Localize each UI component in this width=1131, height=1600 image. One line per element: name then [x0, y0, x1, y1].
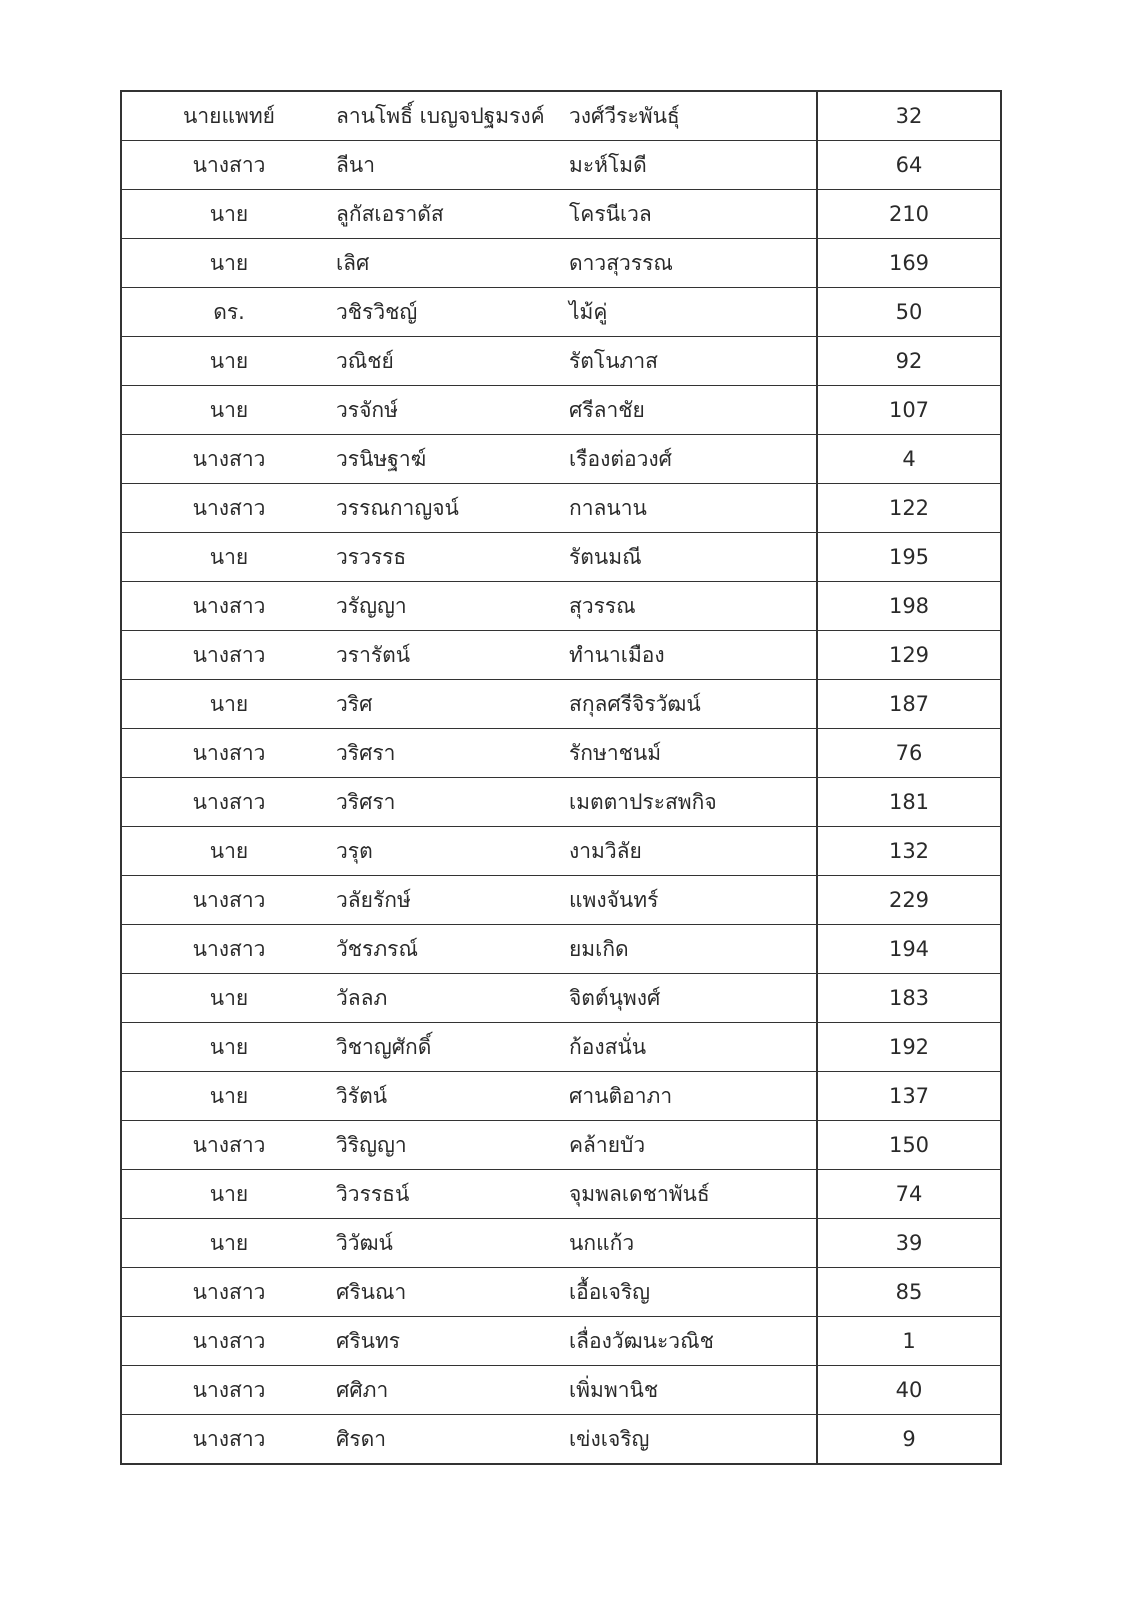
- table-row: [121, 435, 1001, 484]
- first-name-cell: วณิชย์: [336, 337, 569, 386]
- title-cell: นางสาว: [121, 631, 336, 680]
- first-name-cell: วิวัฒน์: [336, 1219, 569, 1268]
- number-cell: 40: [817, 1366, 1001, 1415]
- number-cell: 1: [817, 1317, 1001, 1366]
- table-row: [121, 1170, 1001, 1219]
- first-name-cell: ศศิภา: [336, 1366, 569, 1415]
- table-row: [121, 1366, 1001, 1415]
- first-name-cell: วริศ: [336, 680, 569, 729]
- first-name-cell: วลัยรักษ์: [336, 876, 569, 925]
- table-row: [121, 925, 1001, 974]
- number-cell: 210: [817, 190, 1001, 239]
- first-name-cell: วิชาญศักดิ์: [336, 1023, 569, 1072]
- table-row: [121, 1268, 1001, 1317]
- last-name-cell: เอื้อเจริญ: [569, 1268, 817, 1317]
- last-name-cell: ทำนาเมือง: [569, 631, 817, 680]
- number-cell: 229: [817, 876, 1001, 925]
- number-cell: 50: [817, 288, 1001, 337]
- last-name-cell: สุวรรณ: [569, 582, 817, 631]
- first-name-cell: วริศรา: [336, 729, 569, 778]
- table-row: [121, 1317, 1001, 1366]
- number-cell: 137: [817, 1072, 1001, 1121]
- title-cell: นาย: [121, 974, 336, 1023]
- table-row: [121, 1072, 1001, 1121]
- number-cell: 129: [817, 631, 1001, 680]
- number-cell: 64: [817, 141, 1001, 190]
- last-name-cell: สกุลศรีจิรวัฒน์: [569, 680, 817, 729]
- table-row: [121, 729, 1001, 778]
- last-name-cell: จุมพลเดชาพันธ์: [569, 1170, 817, 1219]
- table-row: [121, 631, 1001, 680]
- table-row: [121, 680, 1001, 729]
- last-name-cell: รัตโนภาส: [569, 337, 817, 386]
- first-name-cell: วรนิษฐาฆ์: [336, 435, 569, 484]
- last-name-cell: จิตต์นุพงศ์: [569, 974, 817, 1023]
- table-row: [121, 1415, 1001, 1465]
- roster-page: [120, 90, 1002, 1465]
- table-row: [121, 141, 1001, 190]
- table-row: [121, 876, 1001, 925]
- title-cell: นาย: [121, 1023, 336, 1072]
- first-name-cell: วิวรรธน์: [336, 1170, 569, 1219]
- title-cell: นางสาว: [121, 1268, 336, 1317]
- number-cell: 169: [817, 239, 1001, 288]
- first-name-cell: วิรัตน์: [336, 1072, 569, 1121]
- table-row: [121, 386, 1001, 435]
- first-name-cell: ลูกัสเอราดัส: [336, 190, 569, 239]
- table-row: [121, 827, 1001, 876]
- last-name-cell: เรืองต่อวงศ์: [569, 435, 817, 484]
- last-name-cell: เมตตาประสพกิจ: [569, 778, 817, 827]
- last-name-cell: มะห์โมดี: [569, 141, 817, 190]
- first-name-cell: เลิศ: [336, 239, 569, 288]
- title-cell: นางสาว: [121, 1317, 336, 1366]
- roster-table-body: [121, 91, 1001, 1464]
- last-name-cell: ก้องสนั่น: [569, 1023, 817, 1072]
- number-cell: 150: [817, 1121, 1001, 1170]
- last-name-cell: โครนีเวล: [569, 190, 817, 239]
- title-cell: นางสาว: [121, 876, 336, 925]
- first-name-cell: วรรณกาญจน์: [336, 484, 569, 533]
- number-cell: 181: [817, 778, 1001, 827]
- title-cell: นาย: [121, 1219, 336, 1268]
- table-row: [121, 582, 1001, 631]
- first-name-cell: วิริญญา: [336, 1121, 569, 1170]
- table-row: [121, 288, 1001, 337]
- title-cell: นาย: [121, 533, 336, 582]
- last-name-cell: นกแก้ว: [569, 1219, 817, 1268]
- number-cell: 183: [817, 974, 1001, 1023]
- table-row: [121, 533, 1001, 582]
- last-name-cell: ไม้คู่: [569, 288, 817, 337]
- first-name-cell: วชิรวิชญ์: [336, 288, 569, 337]
- table-row: [121, 91, 1001, 141]
- table-row: [121, 1219, 1001, 1268]
- table-row: [121, 190, 1001, 239]
- first-name-cell: วรุต: [336, 827, 569, 876]
- title-cell: นาย: [121, 1170, 336, 1219]
- last-name-cell: เข่งเจริญ: [569, 1415, 817, 1465]
- number-cell: 192: [817, 1023, 1001, 1072]
- table-row: [121, 974, 1001, 1023]
- number-cell: 194: [817, 925, 1001, 974]
- roster-table: [120, 90, 1002, 1465]
- title-cell: นางสาว: [121, 141, 336, 190]
- number-cell: 132: [817, 827, 1001, 876]
- first-name-cell: ศิรดา: [336, 1415, 569, 1465]
- number-cell: 107: [817, 386, 1001, 435]
- number-cell: 4: [817, 435, 1001, 484]
- title-cell: นางสาว: [121, 729, 336, 778]
- first-name-cell: วัชรภรณ์: [336, 925, 569, 974]
- last-name-cell: กาลนาน: [569, 484, 817, 533]
- first-name-cell: วรวรรธ: [336, 533, 569, 582]
- title-cell: นางสาว: [121, 435, 336, 484]
- first-name-cell: วัลลภ: [336, 974, 569, 1023]
- number-cell: 85: [817, 1268, 1001, 1317]
- last-name-cell: ศรีลาชัย: [569, 386, 817, 435]
- table-row: [121, 337, 1001, 386]
- title-cell: นายแพทย์: [121, 91, 336, 141]
- last-name-cell: รักษาชนม์: [569, 729, 817, 778]
- number-cell: 74: [817, 1170, 1001, 1219]
- number-cell: 187: [817, 680, 1001, 729]
- last-name-cell: ยมเกิด: [569, 925, 817, 974]
- last-name-cell: งามวิลัย: [569, 827, 817, 876]
- last-name-cell: วงศ์วีระพันธุ์: [569, 91, 817, 141]
- last-name-cell: รัตนมณี: [569, 533, 817, 582]
- table-row: [121, 484, 1001, 533]
- first-name-cell: ศรินทร: [336, 1317, 569, 1366]
- first-name-cell: ลีนา: [336, 141, 569, 190]
- number-cell: 198: [817, 582, 1001, 631]
- title-cell: นาย: [121, 680, 336, 729]
- number-cell: 76: [817, 729, 1001, 778]
- number-cell: 92: [817, 337, 1001, 386]
- number-cell: 9: [817, 1415, 1001, 1465]
- first-name-cell: วรจักษ์: [336, 386, 569, 435]
- number-cell: 32: [817, 91, 1001, 141]
- title-cell: นางสาว: [121, 1366, 336, 1415]
- title-cell: นางสาว: [121, 1121, 336, 1170]
- first-name-cell: ลานโพธิ์ เบญจปฐมรงค์: [336, 91, 569, 141]
- table-row: [121, 239, 1001, 288]
- first-name-cell: ศรินณา: [336, 1268, 569, 1317]
- title-cell: นางสาว: [121, 925, 336, 974]
- title-cell: นาย: [121, 190, 336, 239]
- table-row: [121, 778, 1001, 827]
- title-cell: นาย: [121, 1072, 336, 1121]
- title-cell: นางสาว: [121, 1415, 336, 1465]
- title-cell: นางสาว: [121, 484, 336, 533]
- title-cell: นาย: [121, 827, 336, 876]
- last-name-cell: เพิ่มพานิช: [569, 1366, 817, 1415]
- number-cell: 195: [817, 533, 1001, 582]
- title-cell: ดร.: [121, 288, 336, 337]
- title-cell: นาย: [121, 386, 336, 435]
- last-name-cell: แพงจันทร์: [569, 876, 817, 925]
- table-row: [121, 1023, 1001, 1072]
- title-cell: นาย: [121, 239, 336, 288]
- first-name-cell: วรารัตน์: [336, 631, 569, 680]
- last-name-cell: เลื่องวัฒนะวณิช: [569, 1317, 817, 1366]
- last-name-cell: ดาวสุวรรณ: [569, 239, 817, 288]
- title-cell: นาย: [121, 337, 336, 386]
- table-row: [121, 1121, 1001, 1170]
- title-cell: นางสาว: [121, 778, 336, 827]
- last-name-cell: คล้ายบัว: [569, 1121, 817, 1170]
- number-cell: 122: [817, 484, 1001, 533]
- number-cell: 39: [817, 1219, 1001, 1268]
- first-name-cell: วริศรา: [336, 778, 569, 827]
- title-cell: นางสาว: [121, 582, 336, 631]
- first-name-cell: วรัญญา: [336, 582, 569, 631]
- last-name-cell: ศานติอาภา: [569, 1072, 817, 1121]
